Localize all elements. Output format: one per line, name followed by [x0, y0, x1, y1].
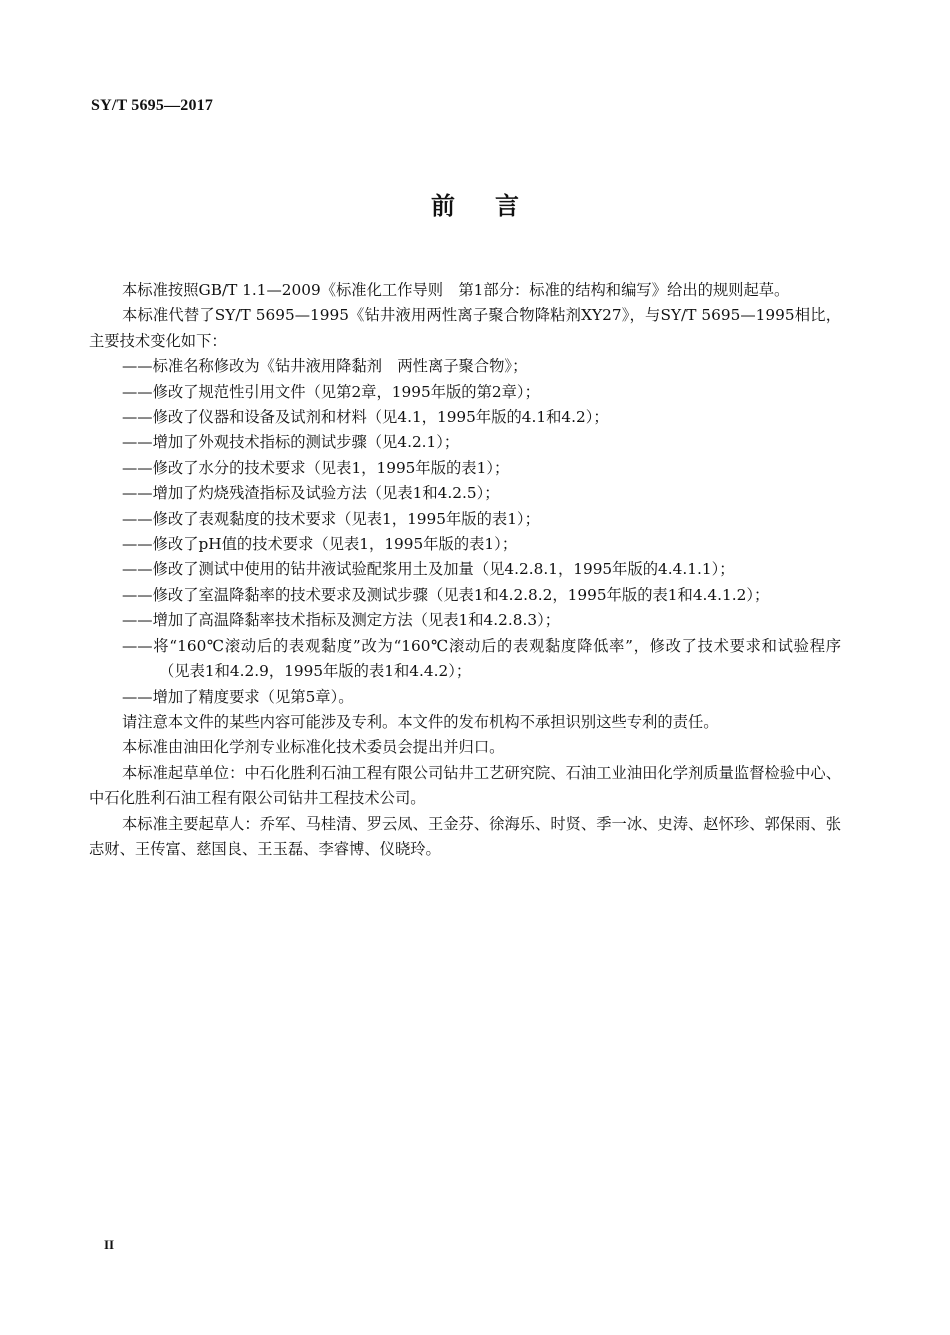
- change-item-10: ——修改了室温降黏率的技术要求及测试步骤（见表1和4.2.8.2，1995年版的表1和4.4.1.2）；: [122, 585, 770, 604]
- change-item-6: ——增加了灼烧残渣指标及试验方法（见表1和4.2.5）；: [122, 484, 500, 503]
- paragraph-drafters: 本标准主要起草人：乔军、马桂清、罗云凤、王金芬、徐海乐、时贤、季一冰、史涛、赵怀珍、郭保雨、张志财、王传富、慈国良、王玉磊、李睿博、仪晓玲。: [89, 814, 841, 858]
- foreword-body: [89, 278, 841, 862]
- change-item-7: ——修改了表观黏度的技术要求（见表1，1995年版的表1）；: [122, 509, 540, 528]
- page-title: [0, 186, 950, 221]
- paragraph-drafting-rules: 本标准按照GB/T 1.1—2009《标准化工作导则 第1部分：标准的结构和编写》给出的规则起草。: [122, 281, 790, 299]
- change-item-1: ——标准名称修改为《钻井液用降黏剂 两性离子聚合物》；: [122, 357, 528, 376]
- paragraph-drafting-units: 本标准起草单位：中石化胜利石油工程有限公司钻井工艺研究院、石油工业油田化学剂质量监督检验中心、中石化胜利石油工程有限公司钻井工程技术公司。: [89, 763, 841, 808]
- change-item-11: ——增加了高温降黏率技术指标及测定方法（见表1和4.2.8.3）；: [122, 611, 561, 630]
- paragraph-replacement: 本标准代替了SY/T 5695—1995《钻井液用两性离子聚合物降粘剂XY27》，与SY/T 5695—1995相比，主要技术变化如下：: [89, 306, 841, 350]
- change-item-12: ——将“160℃滚动后的表观黏度”改为“160℃滚动后的表观黏度降低率”，修改了技术要求和试验程序（见表1和4.2.9，1995年版的表1和4.4.2）；: [122, 636, 841, 681]
- page-title-char-2: 言: [495, 192, 519, 220]
- standard-code-header: SY/T 5695—2017: [91, 97, 214, 114]
- change-item-5: ——修改了水分的技术要求（见表1，1995年版的表1）；: [122, 458, 510, 477]
- paragraph-proposed-by: 本标准由油田化学剂专业标准化技术委员会提出并归口。: [122, 738, 505, 757]
- change-item-4: ——增加了外观技术指标的测试步骤（见4.2.1）；: [122, 433, 460, 452]
- change-item-2: ——修改了规范性引用文件（见第2章，1995年版的第2章）；: [122, 382, 540, 401]
- paragraph-patent-notice: 请注意本文件的某些内容可能涉及专利。本文件的发布机构不承担识别这些专利的责任。: [122, 712, 719, 731]
- page-title-char-1: 前: [431, 192, 455, 220]
- change-item-8: ——修改了pH值的技术要求（见表1，1995年版的表1）；: [122, 535, 518, 554]
- change-item-3: ——修改了仪器和设备及试剂和材料（见4.1，1995年版的4.1和4.2）；: [122, 408, 609, 427]
- change-item-9: ——修改了测试中使用的钻井液试验配浆用土及加量（见4.2.8.1，1995年版的4.4.1.1）；: [122, 560, 735, 579]
- change-item-13: ——增加了精度要求（见第5章）。: [122, 687, 354, 706]
- page-number: II: [104, 1237, 115, 1252]
